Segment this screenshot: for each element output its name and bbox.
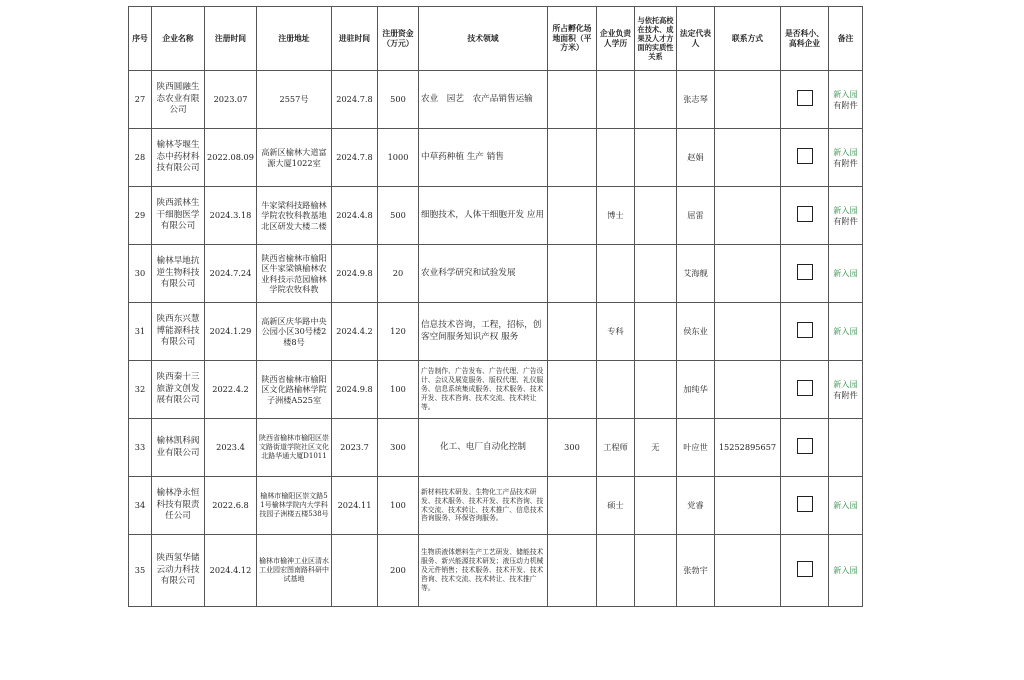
table-row — [129, 187, 863, 245]
cell-reg-date: 2022.4.2 — [205, 361, 257, 419]
cell-reg-date: 2024.1.29 — [205, 303, 257, 361]
remark-attachment-label: 有附件 — [833, 99, 858, 110]
cell-tech-field: 化工、电厂自动化控制 — [419, 419, 548, 477]
cell-area — [548, 477, 597, 535]
cell-entry-date — [332, 535, 378, 607]
cell-no: 30 — [129, 245, 152, 303]
sme-checkbox[interactable] — [797, 438, 813, 454]
table-row — [129, 419, 863, 477]
cell-legal-rep: 赵娟 — [677, 129, 715, 187]
cell-head-edu — [597, 71, 635, 129]
remark-new-label: 新入园 — [833, 147, 858, 158]
cell-reg-date: 2024.3.18 — [205, 187, 257, 245]
cell-reg-date: 2022.08.09 — [205, 129, 257, 187]
remark-new-label: 新入园 — [833, 205, 858, 216]
cell-head-edu: 硕士 — [597, 477, 635, 535]
cell-company: 陕西氢华储云动力科技有限公司 — [152, 535, 205, 607]
cell-is-sme — [781, 361, 829, 419]
remark-new-label: 新入园 — [833, 565, 858, 576]
cell-legal-rep: 张勃宇 — [677, 535, 715, 607]
remark-new-label: 新入园 — [833, 268, 858, 279]
cell-capital: 120 — [378, 303, 419, 361]
sme-checkbox[interactable] — [797, 380, 813, 396]
cell-area — [548, 129, 597, 187]
cell-capital: 1000 — [378, 129, 419, 187]
cell-entry-date: 2024.4.2 — [332, 303, 378, 361]
cell-legal-rep: 加纯华 — [677, 361, 715, 419]
cell-reg-addr: 榆林市榆神工业区清水工业园宏图南路科研中试基地 — [257, 535, 332, 607]
remark-attachment-label: 有附件 — [833, 215, 858, 226]
cell-reg-addr: 陕西省榆林市榆阳区文化路榆林学院子洲楼A525室 — [257, 361, 332, 419]
cell-capital: 300 — [378, 419, 419, 477]
cell-company: 陕西派林生干细胞医学有限公司 — [152, 187, 205, 245]
cell-reg-date: 2024.7.24 — [205, 245, 257, 303]
header-is-sme: 是否科小、高科企业 — [781, 7, 829, 71]
cell-area — [548, 245, 597, 303]
cell-area — [548, 361, 597, 419]
cell-reliance — [635, 71, 677, 129]
cell-area: 300 — [548, 419, 597, 477]
cell-area — [548, 303, 597, 361]
cell-is-sme — [781, 245, 829, 303]
header-tech-field: 技术领域 — [419, 7, 548, 71]
cell-legal-rep: 屈雷 — [677, 187, 715, 245]
cell-remark — [829, 129, 863, 187]
cell-head-edu: 工程师 — [597, 419, 635, 477]
cell-company: 榆林净永恒科技有限责任公司 — [152, 477, 205, 535]
cell-company: 陕西秦十三旅游文创发展有限公司 — [152, 361, 205, 419]
cell-company: 陕西东兴慧博能源科技有限公司 — [152, 303, 205, 361]
cell-is-sme — [781, 129, 829, 187]
cell-tech-field: 中草药种植 生产 销售 — [419, 129, 548, 187]
header-contact: 联系方式 — [715, 7, 781, 71]
cell-entry-date: 2024.7.8 — [332, 129, 378, 187]
cell-entry-date: 2024.9.8 — [332, 245, 378, 303]
cell-company: 榆林凯科阀业有限公司 — [152, 419, 205, 477]
cell-remark — [829, 303, 863, 361]
cell-reliance: 无 — [635, 419, 677, 477]
cell-entry-date: 2024.9.8 — [332, 361, 378, 419]
table-row — [129, 361, 863, 419]
cell-remark — [829, 419, 863, 477]
remark-attachment-label: 有附件 — [833, 389, 858, 400]
remark-new-label: 新入园 — [833, 89, 858, 100]
header-area: 所占孵化场地面积（平方米） — [548, 7, 597, 71]
cell-head-edu: 专科 — [597, 303, 635, 361]
cell-remark — [829, 535, 863, 607]
header-legal-rep: 法定代表人 — [677, 7, 715, 71]
cell-no: 32 — [129, 361, 152, 419]
cell-tech-field: 生物质液体燃料生产工艺研发、储能技术服务、新兴能源技术研发；液压动力机械及元件销售；技术服务、技术开发、技术咨询、技术交流、技术转让、技术推广等。 — [419, 535, 548, 607]
sme-checkbox[interactable] — [797, 561, 813, 577]
table-row — [129, 303, 863, 361]
cell-reliance — [635, 187, 677, 245]
cell-entry-date: 2024.11 — [332, 477, 378, 535]
cell-company: 榆林旱地抗逆生物科技有限公司 — [152, 245, 205, 303]
cell-capital: 500 — [378, 187, 419, 245]
cell-entry-date: 2023.7 — [332, 419, 378, 477]
cell-no: 27 — [129, 71, 152, 129]
cell-contact — [715, 245, 781, 303]
cell-reliance — [635, 245, 677, 303]
cell-legal-rep: 侯东业 — [677, 303, 715, 361]
header-remark: 备注 — [829, 7, 863, 71]
cell-is-sme — [781, 187, 829, 245]
cell-company: 榆林苓堰生态中药材科技有限公司 — [152, 129, 205, 187]
cell-reg-addr: 高新区榆林大道富源大厦1022室 — [257, 129, 332, 187]
cell-tech-field: 广告制作、广告发布、广告代理、广告设计、会议及展览服务、版权代理、礼仪服务、信息系统集成服务、技术服务、技术开发、技术咨询、技术交流、技术转让等。 — [419, 361, 548, 419]
cell-reg-addr: 陕西省榆林市榆阳区崇文路街道学院社区文化北路华通大厦D1011 — [257, 419, 332, 477]
cell-no: 35 — [129, 535, 152, 607]
cell-reliance — [635, 361, 677, 419]
cell-head-edu — [597, 245, 635, 303]
table-row — [129, 245, 863, 303]
cell-no: 33 — [129, 419, 152, 477]
cell-no: 28 — [129, 129, 152, 187]
header-reliance: 与依托高校在技术、成果及人才方面的实质性关系 — [635, 7, 677, 71]
header-capital: 注册资金（万元） — [378, 7, 419, 71]
cell-reliance — [635, 303, 677, 361]
cell-reg-addr: 2557号 — [257, 71, 332, 129]
cell-head-edu — [597, 361, 635, 419]
sme-checkbox[interactable] — [797, 264, 813, 280]
header-reg-date: 注册时间 — [205, 7, 257, 71]
cell-reg-date: 2023.07 — [205, 71, 257, 129]
table-row — [129, 71, 863, 129]
remark-new-label: 新入园 — [833, 500, 858, 511]
cell-entry-date: 2024.7.8 — [332, 71, 378, 129]
cell-area — [548, 535, 597, 607]
cell-capital: 100 — [378, 477, 419, 535]
header-entry-date: 进驻时间 — [332, 7, 378, 71]
cell-no: 34 — [129, 477, 152, 535]
enterprise-table — [128, 6, 863, 607]
cell-legal-rep: 艾海舰 — [677, 245, 715, 303]
cell-tech-field: 农业科学研究和试验发展 — [419, 245, 548, 303]
cell-legal-rep: 张志琴 — [677, 71, 715, 129]
cell-tech-field: 细胞技术，人体干细胞开发 应用 — [419, 187, 548, 245]
cell-reg-addr: 牛家梁科技路榆林学院农牧科教基地北区研发大楼二楼 — [257, 187, 332, 245]
cell-reliance — [635, 129, 677, 187]
cell-tech-field: 信息技术咨询，工程，招标，创客空间服务知识产权 服务 — [419, 303, 548, 361]
cell-contact: 15252895657 — [715, 419, 781, 477]
cell-reg-date: 2024.4.12 — [205, 535, 257, 607]
table-row — [129, 129, 863, 187]
cell-reg-date: 2023.4 — [205, 419, 257, 477]
cell-is-sme — [781, 419, 829, 477]
cell-reliance — [635, 535, 677, 607]
sme-checkbox[interactable] — [797, 148, 813, 164]
cell-capital: 200 — [378, 535, 419, 607]
sme-checkbox[interactable] — [797, 496, 813, 512]
cell-contact — [715, 477, 781, 535]
cell-is-sme — [781, 477, 829, 535]
cell-legal-rep: 叶应世 — [677, 419, 715, 477]
cell-is-sme — [781, 71, 829, 129]
header-no: 序号 — [129, 7, 152, 71]
sme-checkbox[interactable] — [797, 322, 813, 338]
cell-area — [548, 187, 597, 245]
cell-area — [548, 71, 597, 129]
sme-checkbox[interactable] — [797, 206, 813, 222]
cell-contact — [715, 535, 781, 607]
remark-new-label: 新入园 — [833, 379, 858, 390]
cell-contact — [715, 187, 781, 245]
cell-contact — [715, 71, 781, 129]
cell-company: 陕西圆融生态农业有限公司 — [152, 71, 205, 129]
remark-new-label: 新入园 — [833, 326, 858, 337]
cell-head-edu — [597, 129, 635, 187]
cell-contact — [715, 303, 781, 361]
enterprise-table-sheet — [128, 6, 862, 607]
cell-reg-date: 2022.6.8 — [205, 477, 257, 535]
cell-reg-addr: 高新区庆华路中央公园小区30号楼2楼8号 — [257, 303, 332, 361]
sme-checkbox[interactable] — [797, 90, 813, 106]
cell-capital: 20 — [378, 245, 419, 303]
cell-legal-rep: 党睿 — [677, 477, 715, 535]
cell-is-sme — [781, 535, 829, 607]
cell-remark — [829, 71, 863, 129]
cell-entry-date: 2024.4.8 — [332, 187, 378, 245]
header-company: 企业名称 — [152, 7, 205, 71]
cell-contact — [715, 129, 781, 187]
cell-remark — [829, 187, 863, 245]
cell-reg-addr: 陕西省榆林市榆阳区牛家梁镇榆林农业科技示范园榆林学院农牧科教 — [257, 245, 332, 303]
cell-no: 31 — [129, 303, 152, 361]
header-row — [129, 7, 863, 71]
cell-contact — [715, 361, 781, 419]
cell-tech-field: 农业 园艺 农产品销售运输 — [419, 71, 548, 129]
cell-reliance — [635, 477, 677, 535]
table-row — [129, 535, 863, 607]
remark-attachment-label: 有附件 — [833, 157, 858, 168]
cell-remark — [829, 477, 863, 535]
cell-is-sme — [781, 303, 829, 361]
cell-no: 29 — [129, 187, 152, 245]
cell-reg-addr: 榆林市榆阳区崇文路51号榆林学院内大学科技园子洲楼五楼538号 — [257, 477, 332, 535]
header-reg-addr: 注册地址 — [257, 7, 332, 71]
cell-remark — [829, 245, 863, 303]
cell-capital: 500 — [378, 71, 419, 129]
cell-capital: 100 — [378, 361, 419, 419]
cell-tech-field: 新材料技术研发、生物化工产品技术研发、技术服务、技术开发、技术咨询、技术交流、技术转让、技术推广、信息技术咨询服务、环保咨询服务。 — [419, 477, 548, 535]
cell-head-edu: 博士 — [597, 187, 635, 245]
cell-remark — [829, 361, 863, 419]
cell-head-edu — [597, 535, 635, 607]
table-row — [129, 477, 863, 535]
header-head-edu: 企业负责人学历 — [597, 7, 635, 71]
